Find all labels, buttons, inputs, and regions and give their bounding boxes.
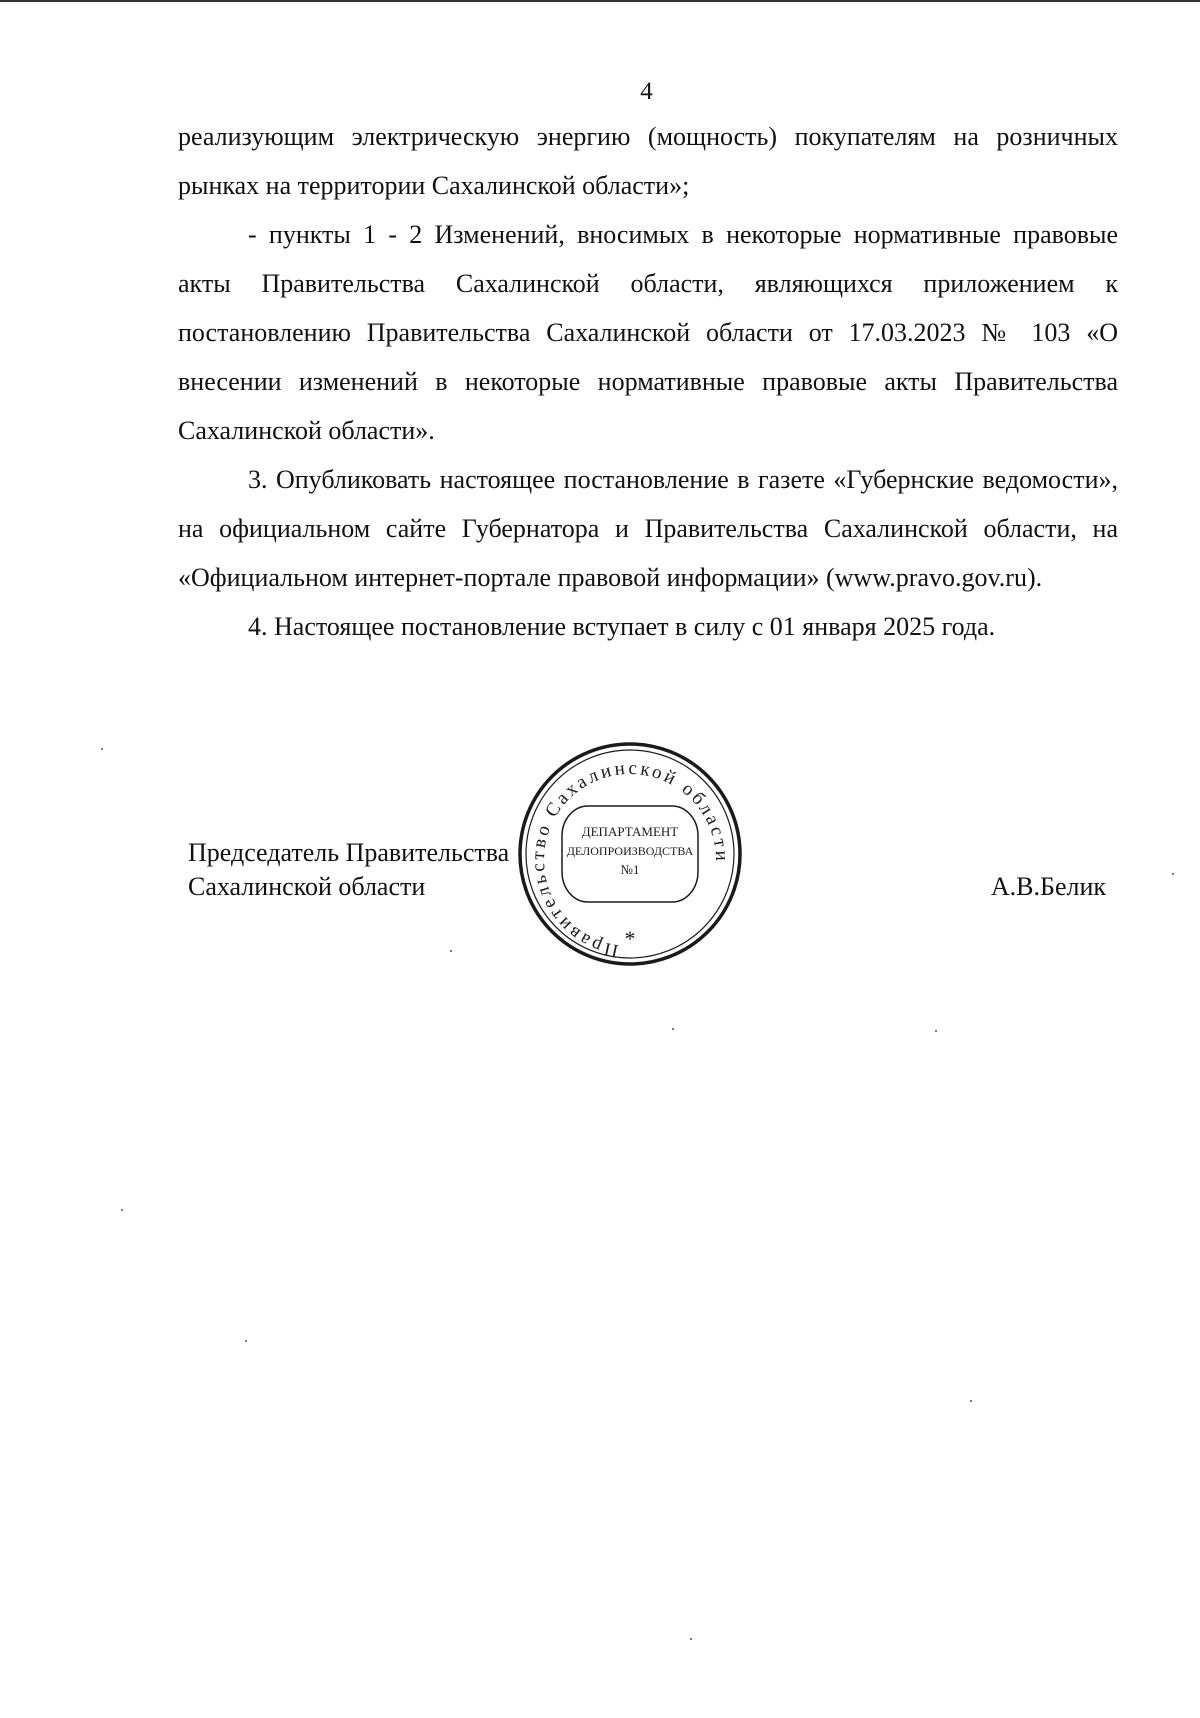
scan-speck <box>121 1209 123 1211</box>
paragraph-continuation: реализующим электрическую энергию (мощность) покупателям на розничных рынках на территории Сахалинской области»; <box>178 122 1118 200</box>
official-seal-stamp <box>510 738 750 968</box>
scan-speck <box>672 1028 674 1030</box>
scan-speck <box>450 950 452 952</box>
seal-star: * <box>624 926 636 951</box>
page-number: 4 <box>640 78 653 105</box>
scan-speck <box>245 1340 247 1342</box>
top-border-line <box>0 0 1200 2</box>
signatory-position-line1: Председатель Правительства <box>188 838 510 867</box>
scan-speck <box>690 1638 692 1640</box>
seal-ring-text: Правительство Сахалинской области <box>527 757 733 962</box>
paragraph-items-1-2: - пункты 1 - 2 Изменений, вносимых в некоторые нормативные правовые акты Правительства Сахалинской области, являющихся приложением к постановлению Правительства Сахалинской области от 17.03.2023 № 103 «О внесении изменений в некоторые нормативные правовые акты Правительства Сахалинской области». <box>178 220 1118 445</box>
scan-speck <box>935 1030 937 1032</box>
signatory-position-line2: Сахалинской области <box>188 872 426 901</box>
scan-speck <box>1172 873 1174 875</box>
scan-speck <box>970 1400 972 1402</box>
seal-inner-line1: ДЕПАРТАМЕНТ <box>581 824 679 839</box>
scan-speck <box>101 748 103 750</box>
signatory-name: А.В.Белик <box>990 872 1106 901</box>
seal-inner-line2: ДЕЛОПРОИЗВОДСТВА <box>566 844 694 858</box>
paragraph-publish: 3. Опубликовать настоящее постановление в газете «Губернские ведомости», на официальном сайте Губернатора и Правительства Сахалинской области, на «Официальном интернет-портале правовой информации» (www.pravo.gov.ru). <box>178 465 1118 592</box>
document-body <box>178 112 1118 651</box>
seal-inner-line3: №1 <box>620 862 640 877</box>
signatory-position <box>188 836 509 904</box>
paragraph-effective-date: 4. Настоящее постановление вступает в силу с 01 января 2025 года. <box>248 612 996 641</box>
